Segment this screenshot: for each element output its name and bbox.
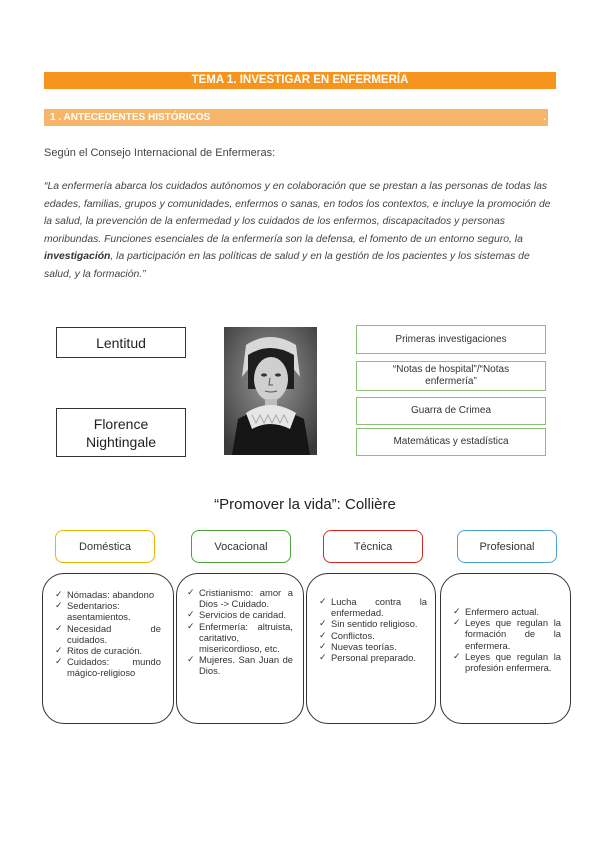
- domestica-list: [55, 589, 161, 679]
- list-item: ✓ Sedentarios: asentamientos.: [55, 600, 161, 622]
- chapter-title: TEMA 1. INVESTIGAR EN ENFERMERÍA: [44, 72, 556, 89]
- category-profesional: [457, 530, 557, 563]
- list-item: ✓ Necesidad de cuidados.: [55, 623, 161, 645]
- profesional-list: [453, 606, 561, 673]
- florence-label-line2: Nightingale: [85, 433, 157, 450]
- list-item: ✓ Enfermero actual.: [453, 606, 561, 617]
- list-item: ✓ Personal preparado.: [319, 652, 427, 663]
- tecnica-list-box: [306, 573, 436, 724]
- list-item: ✓ Nómadas: abandono: [55, 589, 161, 600]
- list-item: ✓ Cristianismo: amor a Dios -> Cuidado.: [187, 587, 293, 609]
- matematicas-estadistica-label: Matemáticas y estadística: [393, 436, 509, 447]
- list-item: ✓ Sin sentido religioso.: [319, 618, 427, 629]
- list-item: ✓ Servicios de caridad.: [187, 609, 293, 620]
- domestica-list-box: [42, 573, 174, 724]
- list-item: ✓ Leyes que regulan la formación de la enfermera.: [453, 617, 561, 651]
- list-item: ✓ Enfermería: altruista, caritativo, misericordioso, etc.: [187, 621, 293, 655]
- category-tecnica: [323, 530, 423, 563]
- list-item: ✓ Nuevas teorías.: [319, 641, 427, 652]
- category-profesional-label: Profesional: [479, 540, 535, 553]
- profesional-list-box: [440, 573, 571, 724]
- guerra-crimea-box: [356, 397, 546, 425]
- section-heading-dot: .: [543, 112, 546, 123]
- list-item: ✓ Conflictos.: [319, 630, 427, 641]
- florence-nightingale-box: [56, 408, 186, 457]
- category-domestica: [55, 530, 155, 563]
- list-item: ✓ Cuidados: mundo mágico-religioso: [55, 656, 161, 678]
- collier-title: “Promover la vida”: Collière: [214, 496, 396, 513]
- guerra-crimea-label: Guarra de Crimea: [410, 405, 492, 416]
- notas-hospital-label-line2: enfermería”: [425, 376, 477, 387]
- quote-part-2: , la participación en las políticas de salud y en la gestión de los pacientes y los sistemas de salud, y la formación.”: [44, 251, 530, 280]
- list-item: ✓ Leyes que regulan la profesión enfermera.: [453, 651, 561, 673]
- category-domestica-label: Doméstica: [79, 540, 131, 553]
- quote-part-1: “La enfermería abarca los cuidados autónomos y en colaboración que se prestan a las personas de todas las edades, familias, grupos y comunidades, enfermos o sanas, en todos los contextos, e incluye la promoción de la salud, la prevención de la enfermedad y los cuidados de los enfermos, discapacitados y personas moribundas. Funciones esenciales de la enfermería son la defensa, el fomento de un entorno seguro, la: [44, 181, 551, 245]
- category-tecnica-label: Técnica: [353, 540, 393, 553]
- category-vocacional: [191, 530, 291, 563]
- tecnica-list: [319, 596, 427, 663]
- list-item: ✓ Lucha contra la enfermedad.: [319, 596, 427, 618]
- lentitud-label: Lentitud: [96, 334, 146, 351]
- vocacional-list-box: [176, 573, 304, 724]
- list-item: ✓ Ritos de curación.: [55, 645, 161, 656]
- icn-definition-quote: [44, 178, 559, 284]
- lentitud-box: [56, 327, 186, 358]
- primeras-investigaciones-box: [356, 325, 546, 354]
- quote-bold-investigacion: investigación: [44, 251, 111, 263]
- primeras-investigaciones-label: Primeras investigaciones: [395, 333, 507, 345]
- notas-hospital-label-line1: “Notas de hospital”/“Notas: [392, 364, 510, 375]
- matematicas-estadistica-box: [356, 428, 546, 456]
- florence-nightingale-portrait: [224, 327, 317, 455]
- category-vocacional-label: Vocacional: [214, 540, 268, 553]
- notas-hospital-box: [356, 361, 546, 391]
- section-heading-text: 1 . ANTECEDENTES HISTÓRICOS: [50, 112, 211, 123]
- florence-label-line1: Florence: [93, 415, 149, 432]
- intro-text: Según el Consejo Internacional de Enfermeras:: [44, 147, 276, 159]
- section-heading: [44, 109, 548, 126]
- list-item: ✓ Mujeres. San Juan de Dios.: [187, 654, 293, 676]
- vocacional-list: [187, 587, 293, 677]
